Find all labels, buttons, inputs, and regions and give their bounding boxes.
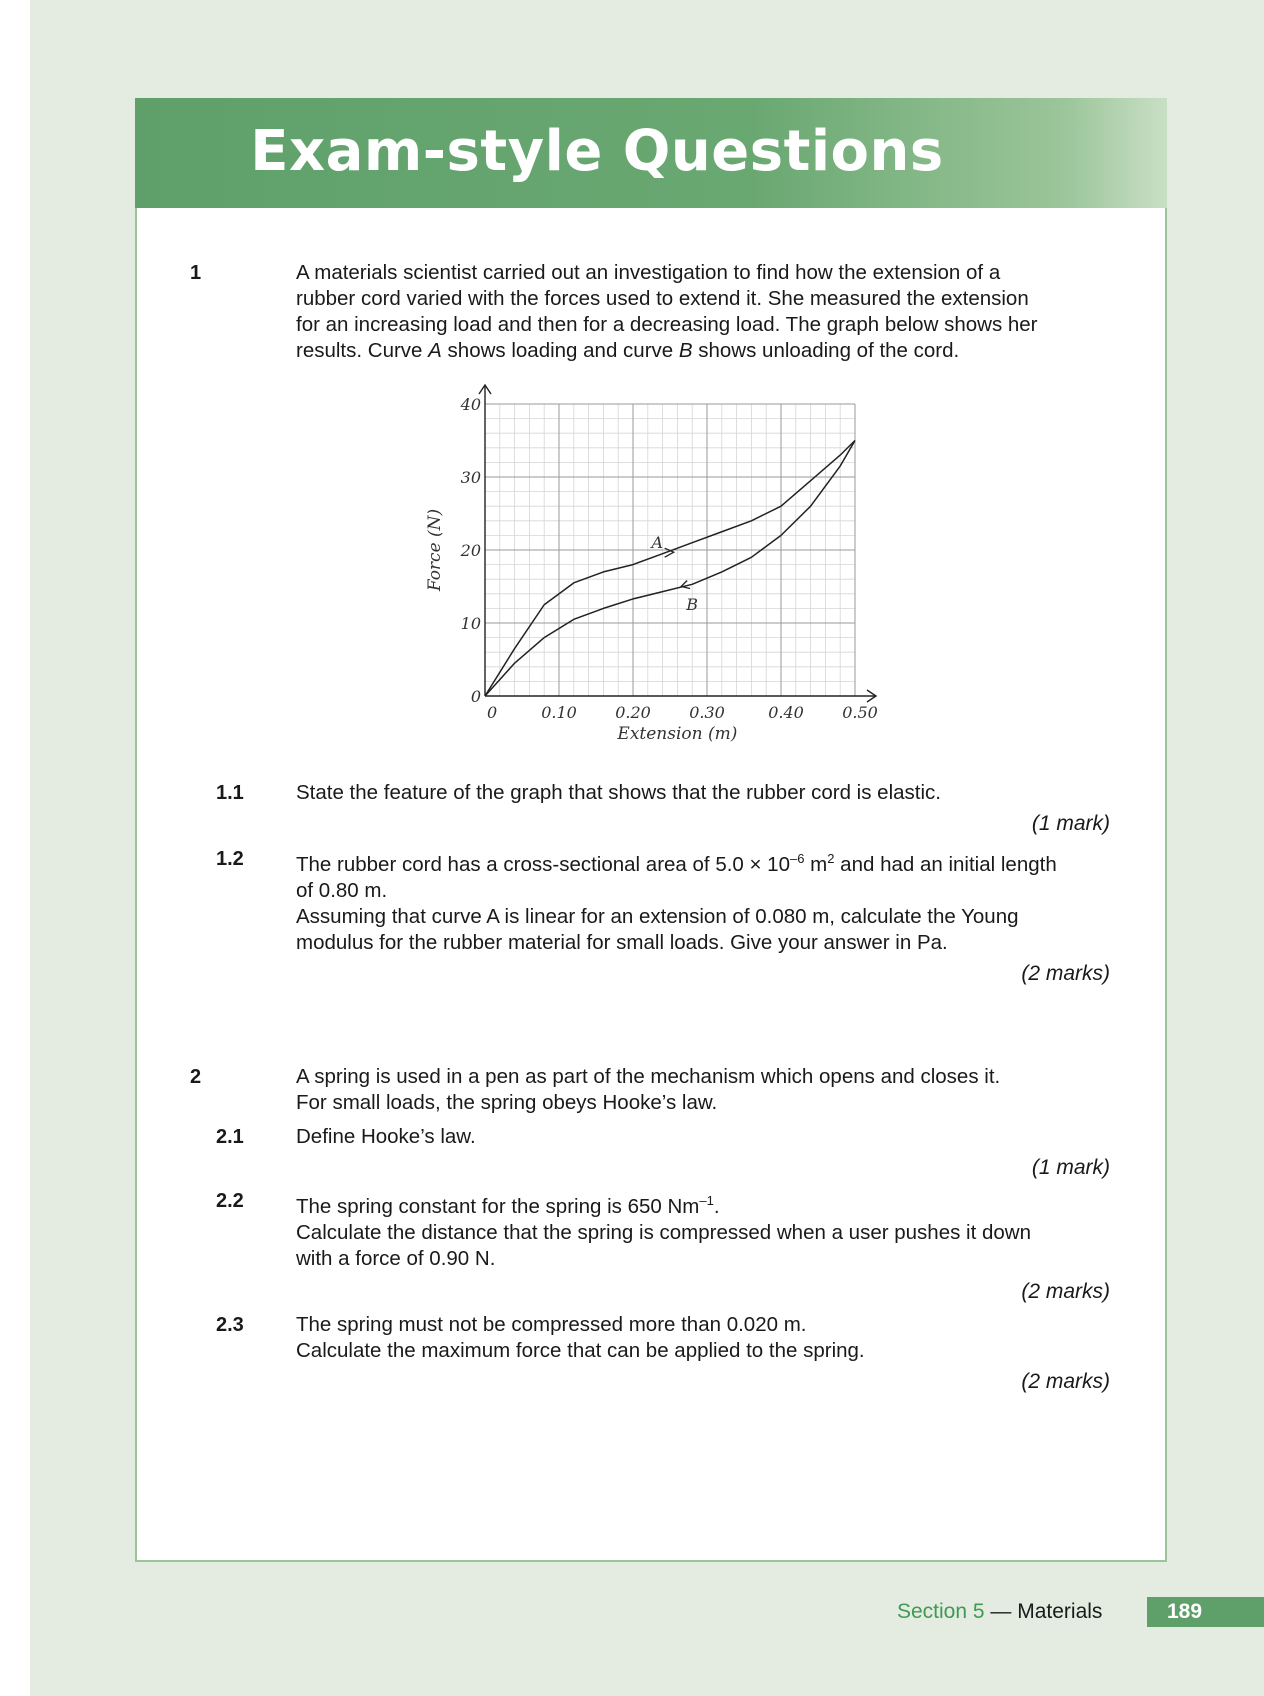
text-line: The spring must not be compressed more than 0.020 m.	[296, 1313, 807, 1336]
text-line: A materials scientist carried out an investigation to find how the extension of a	[296, 261, 1001, 284]
text-line: rubber cord varied with the forces used to extend it. She measured the extension	[296, 287, 1029, 310]
subquestion-number: 2.2	[216, 1190, 244, 1212]
question-intro	[296, 260, 1116, 364]
curve-b-label: B	[686, 594, 699, 614]
x-tick-label: 0.30	[689, 703, 725, 722]
subquestion-text	[296, 904, 1116, 956]
topic-label: Materials	[1017, 1600, 1103, 1623]
subquestion-text	[296, 1312, 1116, 1364]
text-line: of 0.80 m.	[296, 878, 388, 902]
superscript: –1	[699, 1193, 714, 1208]
subquestion-text	[296, 1220, 1116, 1272]
text-line: Calculate the maximum force that can be applied to the spring.	[296, 1339, 865, 1362]
y-tick-label: 0	[470, 687, 481, 706]
x-tick-label: 0.50	[842, 703, 878, 722]
subquestion-text	[296, 846, 1116, 904]
text-span: results. Curve	[296, 339, 429, 362]
text-line: For small loads, the spring obeys Hooke’s law.	[296, 1091, 718, 1114]
footer-dash: —	[984, 1600, 1018, 1623]
marks-label: (2 marks)	[1021, 1280, 1110, 1303]
text-line: Calculate the distance that the spring is compressed when a user pushes it down	[296, 1221, 1031, 1244]
question-number: 2	[190, 1066, 202, 1088]
text-line: with a force of 0.90 N.	[296, 1247, 496, 1270]
footer-section	[897, 1600, 1102, 1624]
text-line	[296, 338, 1116, 364]
x-tick-label: 0	[487, 703, 498, 722]
subquestion-text: State the feature of the graph that shows that the rubber cord is elastic.	[296, 781, 941, 804]
superscript: 2	[827, 851, 835, 866]
curve-a-ref: A	[428, 339, 442, 362]
text-span: and had an initial length	[834, 852, 1057, 876]
text-line	[296, 1188, 1116, 1220]
marks-label: (2 marks)	[1021, 962, 1110, 985]
page-number: 189	[1147, 1597, 1264, 1627]
y-tick-label: 20	[460, 541, 481, 560]
superscript: –6	[789, 851, 805, 866]
x-tick-label: 0.40	[768, 703, 804, 722]
x-tick-label: 0.10	[541, 703, 577, 722]
subquestion-text	[296, 1188, 1116, 1220]
y-tick-label: 30	[460, 468, 481, 487]
subquestion-number: 1.2	[216, 848, 244, 870]
y-tick-label: 10	[460, 614, 481, 633]
y-tick-label: 40	[460, 395, 481, 414]
curves	[485, 441, 855, 697]
text-span: shows unloading of the cord.	[692, 339, 960, 362]
marks-label: (1 mark)	[1031, 812, 1110, 835]
text-line: Assuming that curve A is linear for an extension of 0.080 m, calculate the Young	[296, 905, 1019, 928]
question-intro	[296, 1064, 1116, 1116]
page-margin	[0, 0, 30, 1696]
text-span: m	[804, 852, 828, 876]
marks-label: (2 marks)	[1021, 1370, 1110, 1393]
curve-a	[485, 441, 855, 697]
text-span: shows loading and curve	[441, 339, 679, 362]
subquestion-number: 2.1	[216, 1126, 244, 1148]
section-label: Section 5	[897, 1600, 985, 1623]
page-title: Exam-style Questions	[250, 119, 944, 184]
x-axis-label: Extension (m)	[617, 724, 738, 744]
curve-b-ref: B	[678, 339, 693, 362]
text-span: .	[713, 1194, 720, 1218]
marks-label: (1 mark)	[1031, 1156, 1110, 1179]
text-span: The spring constant for the spring is 650 Nm	[296, 1194, 700, 1218]
curve-a-label: A	[651, 532, 664, 552]
question-number: 1	[190, 262, 202, 284]
text-span: The rubber cord has a cross-sectional area of 5.0 × 10	[296, 852, 790, 876]
text-line: A spring is used in a pen as part of the mechanism which opens and closes it.	[296, 1065, 1001, 1088]
y-axis-label: Force (N)	[425, 508, 445, 592]
text-line	[296, 846, 1116, 878]
subquestion-number: 2.3	[216, 1314, 244, 1336]
tick-labels	[460, 395, 878, 722]
subquestion-text: Define Hooke’s law.	[296, 1125, 476, 1148]
subquestion-number: 1.1	[216, 782, 244, 804]
text-line: for an increasing load and then for a decreasing load. The graph below shows her	[296, 313, 1038, 336]
curve-b	[485, 441, 855, 697]
force-extension-graph	[420, 376, 900, 756]
x-tick-label: 0.20	[615, 703, 651, 722]
text-line: modulus for the rubber material for small loads. Give your answer in Pa.	[296, 931, 948, 954]
